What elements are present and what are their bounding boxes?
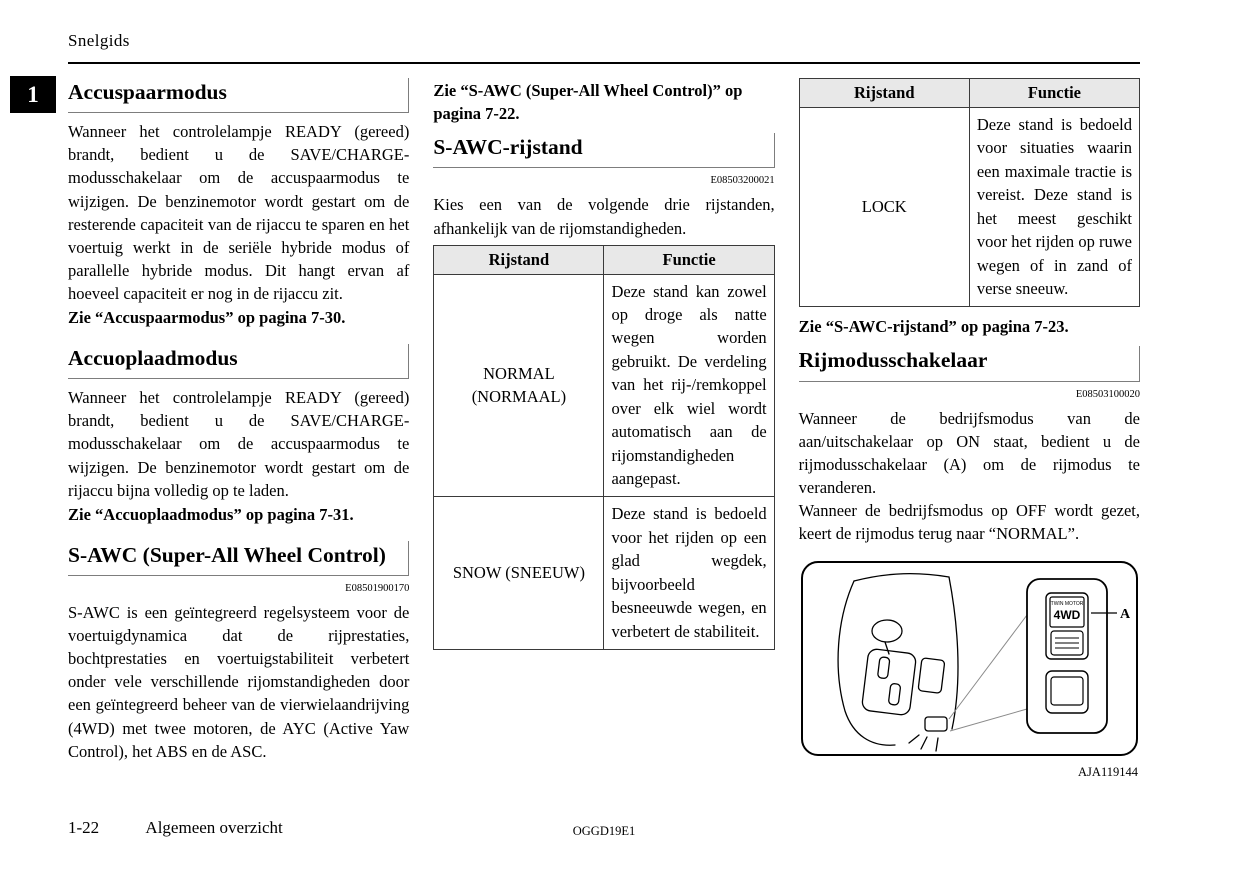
rijstand-table bbox=[433, 245, 774, 650]
mode-name-lock: LOCK bbox=[799, 108, 969, 307]
table-header-row bbox=[799, 79, 1139, 108]
section-code-rijmodusschakelaar: E08503100020 bbox=[1075, 388, 1140, 400]
section-title-accuspaarmodus: Accuspaarmodus bbox=[68, 78, 409, 113]
accuspaarmodus-reference: Zie “Accuspaarmodus” op pagina 7-30. bbox=[68, 307, 346, 327]
twin-motor-label: TWIN MOTOR bbox=[1050, 601, 1083, 608]
table-row-snow bbox=[434, 497, 774, 650]
section-code-sawc: E08501900170 bbox=[345, 583, 410, 595]
mode-name-normal: NORMAL (NORMAAL) bbox=[434, 274, 604, 497]
accuoplaadmodus-reference: Zie “Accuoplaadmodus” op pagina 7-31. bbox=[68, 504, 354, 524]
footer-page-number: 1-22 bbox=[68, 818, 100, 837]
rijmodus-paragraph-2: Wanneer de bedrijfsmodus op OFF wordt gezet, keert de rijmodus terug naar “NORMAL”. bbox=[798, 501, 1140, 544]
section-rijmodusschakelaar bbox=[799, 346, 1140, 780]
header-rule bbox=[68, 62, 1140, 64]
section-sawc bbox=[68, 541, 409, 763]
rijstand-intro: Kies een van de volgende drie rijstanden, afhankelijk van de rijomstandigheden. bbox=[433, 195, 775, 238]
table-header-row bbox=[434, 245, 774, 274]
running-header: Snelgids bbox=[68, 31, 130, 50]
column-2 bbox=[433, 78, 774, 795]
section-title-sawc: S-AWC (Super-All Wheel Control) bbox=[68, 541, 409, 576]
fourwd-label: 4WD bbox=[1053, 608, 1080, 623]
rijmodus-paragraph-1: Wanneer de bedrijfsmodus van de aan/uitschakelaar op ON staat, bedient u de rijmodusschakelaar (A) om de rijmodus te veranderen. bbox=[798, 408, 1140, 497]
footer-doc-code: OGGD19E1 bbox=[572, 824, 636, 838]
section-title-rijmodusschakelaar: Rijmodusschakelaar bbox=[799, 346, 1140, 381]
sawc-body: S-AWC is een geïntegreerd regelsysteem voor de voertuigdynamica dat de rijprestaties, bochtprestaties en voertuigstabiliteit verbetert onder vele verschillende rijomstandigheden door een geïntegreerd beheer van de vierwielaandrijving (4WD) met twee motoren, de AYC (Active Yaw Control), het ABS en de ASC. bbox=[68, 603, 410, 761]
table-row-lock bbox=[799, 108, 1139, 307]
section-title-accuoplaadmodus: Accuoplaadmodus bbox=[68, 344, 409, 379]
console-figure-svg bbox=[799, 559, 1140, 764]
figure-code: AJA119144 bbox=[1078, 765, 1138, 780]
accuspaarmodus-body: Wanneer het controlelampje READY (gereed) brandt, bedient u de SAVE/CHARGE-modusschakelaar om de accuspaarmodus te wijzigen. De benzinemotor wordt gestart om de resterende capaciteit van de rijaccu te sparen en het voertuig werkt in de seriële hybride modus of parallelle hybride modus. Dit hangt ervan af hoeveel capaciteit er nog in de rijaccu zit. bbox=[68, 122, 410, 303]
table-header-rijstand: Rijstand bbox=[799, 79, 969, 108]
section-accuspaarmodus bbox=[68, 78, 409, 329]
mode-func-snow: Deze stand is bedoeld voor het rijden op een glad wegdek, bijvoorbeeld besneeuwde wegen, en verbetert de stabiliteit. bbox=[604, 497, 774, 650]
section-accuoplaadmodus bbox=[68, 344, 409, 526]
chapter-tab: 1 bbox=[10, 76, 56, 113]
column-1 bbox=[68, 78, 409, 795]
table-header-rijstand: Rijstand bbox=[434, 245, 604, 274]
mode-func-lock: Deze stand is bedoeld voor situaties waarin een maximale tractie is vereist. Deze stand is het meest geschikt voor het rijden op ruwe wegen of in zand of verse sneeuw. bbox=[969, 108, 1139, 307]
column-3 bbox=[799, 78, 1140, 795]
callout-a-label: A bbox=[1119, 607, 1130, 623]
table-row-normal bbox=[434, 274, 774, 497]
console-figure bbox=[799, 559, 1140, 780]
mode-func-normal: Deze stand kan zowel op droge als natte wegen worden gebruikt. De verdeling van het rij-/remkoppel over elk wiel wordt automatisch aan de rijomstandigheden aangepast. bbox=[604, 274, 774, 497]
section-code-sawc-rijstand: E08503200021 bbox=[710, 175, 775, 187]
section-sawc-rijstand bbox=[433, 133, 774, 650]
content-columns bbox=[68, 78, 1140, 795]
rijstand-reference: Zie “S-AWC-rijstand” op pagina 7-23. bbox=[798, 317, 1069, 337]
sawc-reference: Zie “S-AWC (Super-All Wheel Control)” op pagina 7-22. bbox=[433, 81, 743, 124]
footer-section-name: Algemeen overzicht bbox=[145, 818, 283, 837]
mode-name-snow: SNOW (SNEEUW) bbox=[434, 497, 604, 650]
section-title-sawc-rijstand: S-AWC-rijstand bbox=[433, 133, 774, 168]
table-header-functie: Functie bbox=[604, 245, 774, 274]
rijstand-table-continued bbox=[799, 78, 1140, 307]
table-header-functie: Functie bbox=[969, 79, 1139, 108]
accuoplaadmodus-body: Wanneer het controlelampje READY (gereed) brandt, bedient u de SAVE/CHARGE-modusschakelaar om de accuspaarmodus te wijzigen. De benzinemotor wordt gestart om de rijaccu bijna volledig op te laden. bbox=[68, 388, 410, 500]
